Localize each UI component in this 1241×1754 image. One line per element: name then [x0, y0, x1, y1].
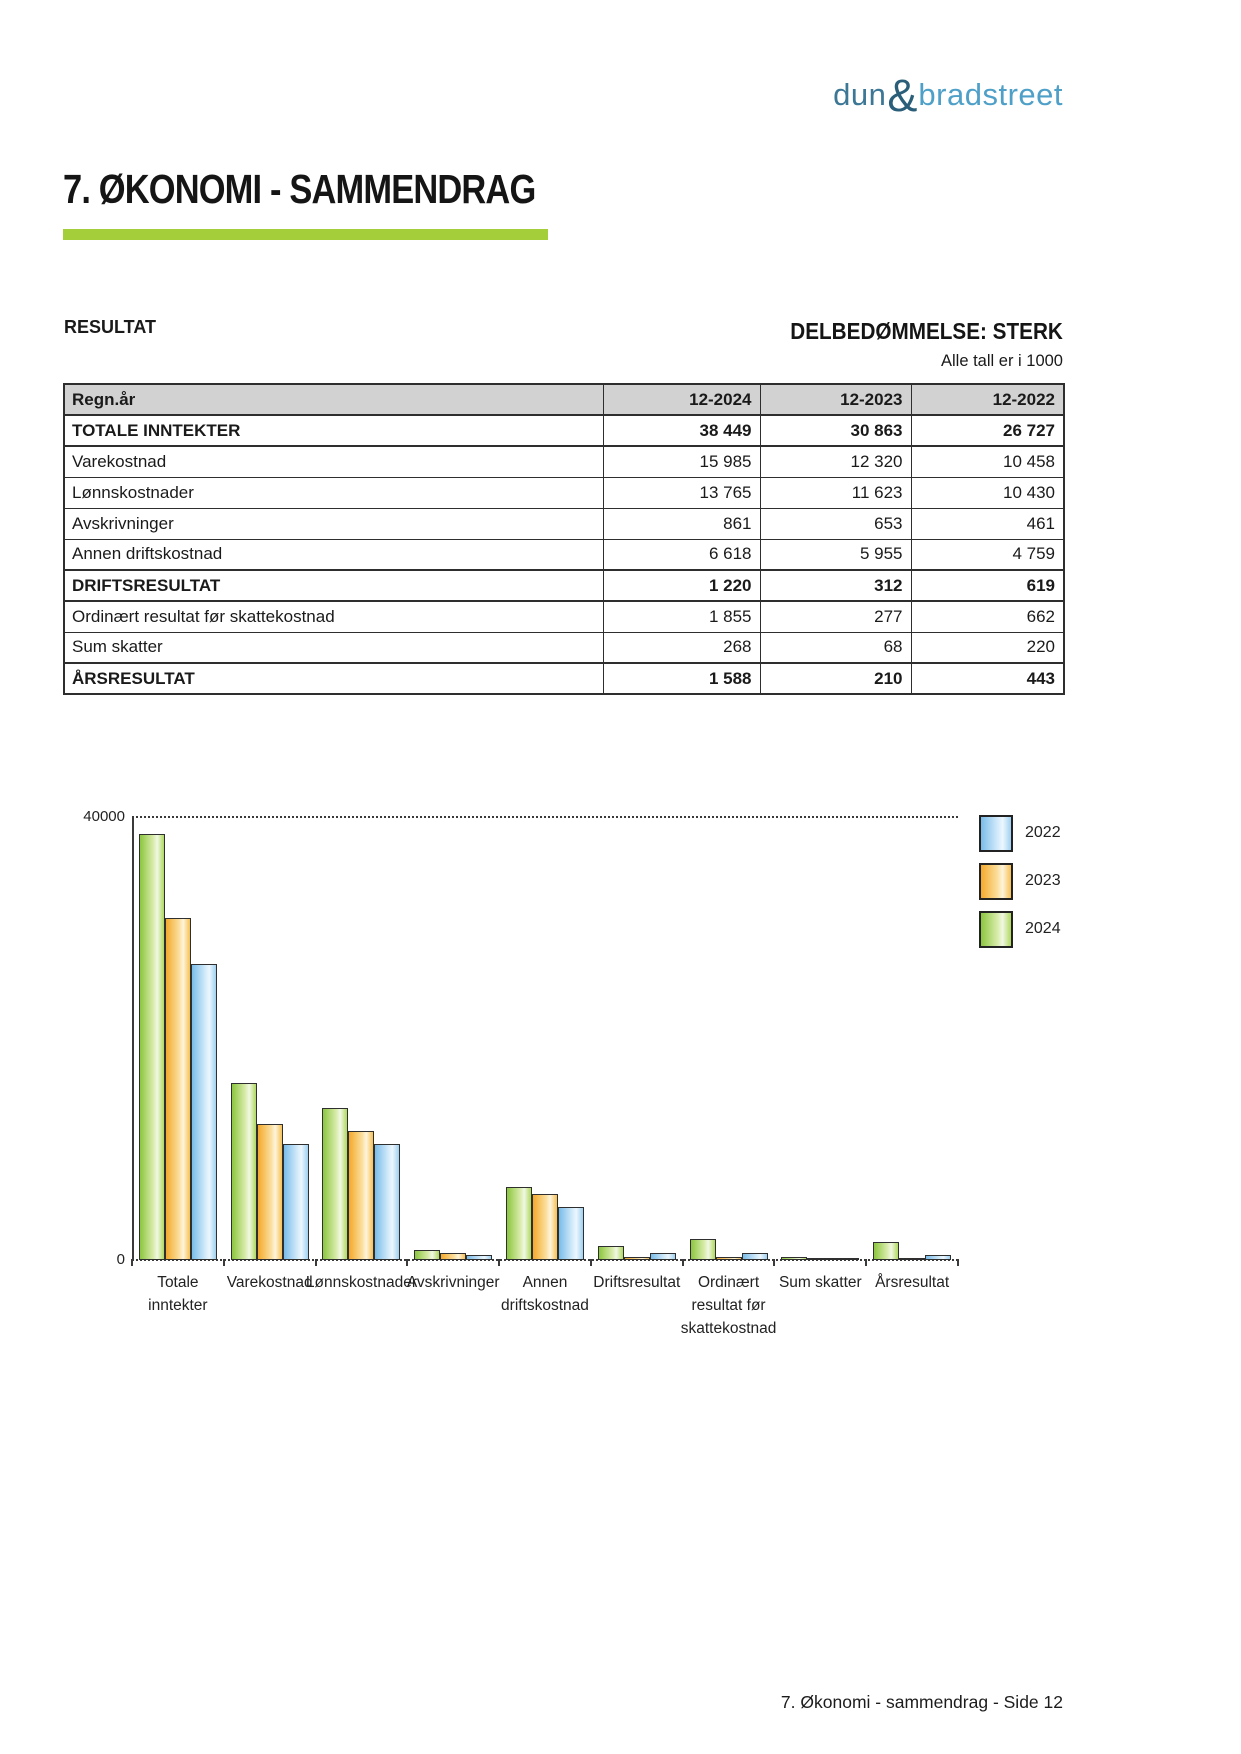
table-cell: Sum skatter — [64, 632, 603, 663]
category-label-line: inntekter — [148, 1297, 208, 1314]
bar-2023-annen-driftskostnad — [532, 1194, 558, 1260]
table-cell: 861 — [603, 508, 760, 539]
table-row — [64, 446, 1064, 477]
table-row — [64, 508, 1064, 539]
gridline-40000 — [132, 816, 958, 818]
category-label-line: Varekostnad — [226, 1274, 313, 1291]
table-row — [64, 632, 1064, 663]
table-row — [64, 663, 1064, 694]
table-cell: 220 — [911, 632, 1064, 663]
table-cell: 5 955 — [760, 539, 911, 570]
bar-2022-driftsresultat — [650, 1253, 676, 1260]
category-label-line: resultat før — [691, 1297, 766, 1314]
bar-2023-sum-skatter — [807, 1258, 833, 1260]
table-cell: 1 220 — [603, 570, 760, 601]
bar-2024-ordin-rt-resultat-f-r-skattekostnad — [690, 1239, 716, 1260]
table-cell: Lønnskostnader — [64, 477, 603, 508]
table-cell: Ordinært resultat før skattekostnad — [64, 601, 603, 632]
bar-2022-l-nnskostnader — [374, 1144, 400, 1260]
units-note: Alle tall er i 1000 — [941, 352, 1063, 370]
y-axis-line — [132, 817, 134, 1260]
x-axis-tick — [773, 1259, 775, 1266]
category-label-line: Lønnskostnader — [305, 1274, 418, 1291]
x-axis-tick — [315, 1259, 317, 1266]
category-label-line: Annen — [522, 1274, 568, 1291]
bar-2022-annen-driftskostnad — [558, 1207, 584, 1260]
table-cell: 4 759 — [911, 539, 1064, 570]
x-axis-tick — [957, 1259, 959, 1266]
table-cell: 210 — [760, 663, 911, 694]
table-cell: Annen driftskostnad — [64, 539, 603, 570]
table-column-header: 12-2023 — [760, 384, 911, 415]
logo-ampersand-icon: & — [887, 70, 918, 121]
x-axis-tick — [406, 1259, 408, 1266]
bar-2023-driftsresultat — [624, 1257, 650, 1260]
legend-swatch-2022 — [979, 815, 1013, 852]
x-axis-tick — [498, 1259, 500, 1266]
x-axis-tick — [590, 1259, 592, 1266]
bar-2024-l-nnskostnader — [322, 1108, 348, 1260]
financial-results-table — [63, 383, 1065, 695]
bar-2022-totale-inntekter — [191, 964, 217, 1260]
bar-2023-l-nnskostnader — [348, 1131, 374, 1260]
table-cell: 26 727 — [911, 415, 1064, 446]
table-cell: 277 — [760, 601, 911, 632]
table-cell: 662 — [911, 601, 1064, 632]
table-cell: 15 985 — [603, 446, 760, 477]
bar-2023-totale-inntekter — [165, 918, 191, 1260]
table-cell: 68 — [760, 632, 911, 663]
bar-2022-ordin-rt-resultat-f-r-skattekostnad — [742, 1253, 768, 1260]
bar-2024-varekostnad — [231, 1083, 257, 1260]
table-cell: 1 855 — [603, 601, 760, 632]
bar-2022-sum-skatter — [833, 1258, 859, 1260]
logo-word-bradstreet: bradstreet — [918, 77, 1063, 112]
page-footer: 7. Økonomi - sammendrag - Side 12 — [780, 1692, 1063, 1712]
table-column-header: 12-2022 — [911, 384, 1064, 415]
legend-swatch-2024 — [979, 911, 1013, 948]
table-cell: 12 320 — [760, 446, 911, 477]
y-axis-tick-label-0: 0 — [116, 1251, 125, 1268]
category-label-line: skattekostnad — [680, 1320, 777, 1337]
table-cell: 461 — [911, 508, 1064, 539]
bar-2022-avskrivninger — [466, 1255, 492, 1260]
legend-label-2023: 2023 — [1025, 872, 1061, 889]
category-label-line: Årsresultat — [875, 1274, 950, 1291]
bar-2022-varekostnad — [283, 1144, 309, 1260]
table-cell: 268 — [603, 632, 760, 663]
table-cell: 38 449 — [603, 415, 760, 446]
legend-label-2024: 2024 — [1025, 920, 1061, 937]
bar-2023--rsresultat — [899, 1258, 925, 1260]
table-column-header: Regn.år — [64, 384, 603, 415]
table-row — [64, 601, 1064, 632]
table-cell: 10 458 — [911, 446, 1064, 477]
table-cell: DRIFTSRESULTAT — [64, 570, 603, 601]
bar-2024-driftsresultat — [598, 1246, 624, 1260]
dun-and-bradstreet-logo — [833, 70, 1063, 122]
table-cell: TOTALE INNTEKTER — [64, 415, 603, 446]
table-cell: 11 623 — [760, 477, 911, 508]
table-cell: 443 — [911, 663, 1064, 694]
x-axis-tick — [865, 1259, 867, 1266]
table-cell: 312 — [760, 570, 911, 601]
bar-2022--rsresultat — [925, 1255, 951, 1260]
table-column-header: 12-2024 — [603, 384, 760, 415]
table-row — [64, 477, 1064, 508]
bar-2024-annen-driftskostnad — [506, 1187, 532, 1260]
legend-swatch-2023 — [979, 863, 1013, 900]
x-axis-tick — [223, 1259, 225, 1266]
table-row — [64, 539, 1064, 570]
table-cell: 653 — [760, 508, 911, 539]
legend-label-2022: 2022 — [1025, 824, 1061, 841]
category-label-line: Totale — [157, 1274, 199, 1291]
bar-2024-sum-skatter — [781, 1257, 807, 1260]
x-axis-tick — [131, 1259, 133, 1266]
category-label-line: Driftsresultat — [593, 1274, 681, 1291]
bar-2023-ordin-rt-resultat-f-r-skattekostnad — [716, 1257, 742, 1260]
title-accent-rule — [63, 229, 548, 240]
table-cell: 13 765 — [603, 477, 760, 508]
table-cell: Varekostnad — [64, 446, 603, 477]
category-label — [852, 1271, 972, 1294]
bar-2024-avskrivninger — [414, 1250, 440, 1260]
category-label-line: driftskostnad — [501, 1297, 589, 1314]
table-row — [64, 570, 1064, 601]
table-header — [64, 384, 1064, 415]
category-label-line: Sum skatter — [778, 1274, 862, 1291]
category-label-line: Ordinært — [697, 1274, 760, 1291]
table-cell: ÅRSRESULTAT — [64, 663, 603, 694]
assessment-heading: DELBEDØMMELSE: STERK — [790, 318, 1063, 344]
table-row — [64, 415, 1064, 446]
bar-2023-avskrivninger — [440, 1253, 466, 1260]
page-title: 7. ØKONOMI - SAMMENDRAG — [63, 166, 536, 212]
bar-2023-varekostnad — [257, 1124, 283, 1260]
y-axis-tick-label-40000: 40000 — [83, 808, 125, 825]
table-cell: 30 863 — [760, 415, 911, 446]
table-cell: 6 618 — [603, 539, 760, 570]
table-cell: 10 430 — [911, 477, 1064, 508]
table-cell: 619 — [911, 570, 1064, 601]
x-axis-tick — [682, 1259, 684, 1266]
category-label-line: Avskrivninger — [406, 1274, 500, 1291]
section-label-resultat: RESULTAT — [64, 317, 156, 337]
bar-2024--rsresultat — [873, 1242, 899, 1260]
logo-word-dun: dun — [833, 77, 887, 112]
table-cell: Avskrivninger — [64, 508, 603, 539]
table-cell: 1 588 — [603, 663, 760, 694]
bar-2024-totale-inntekter — [139, 834, 165, 1260]
